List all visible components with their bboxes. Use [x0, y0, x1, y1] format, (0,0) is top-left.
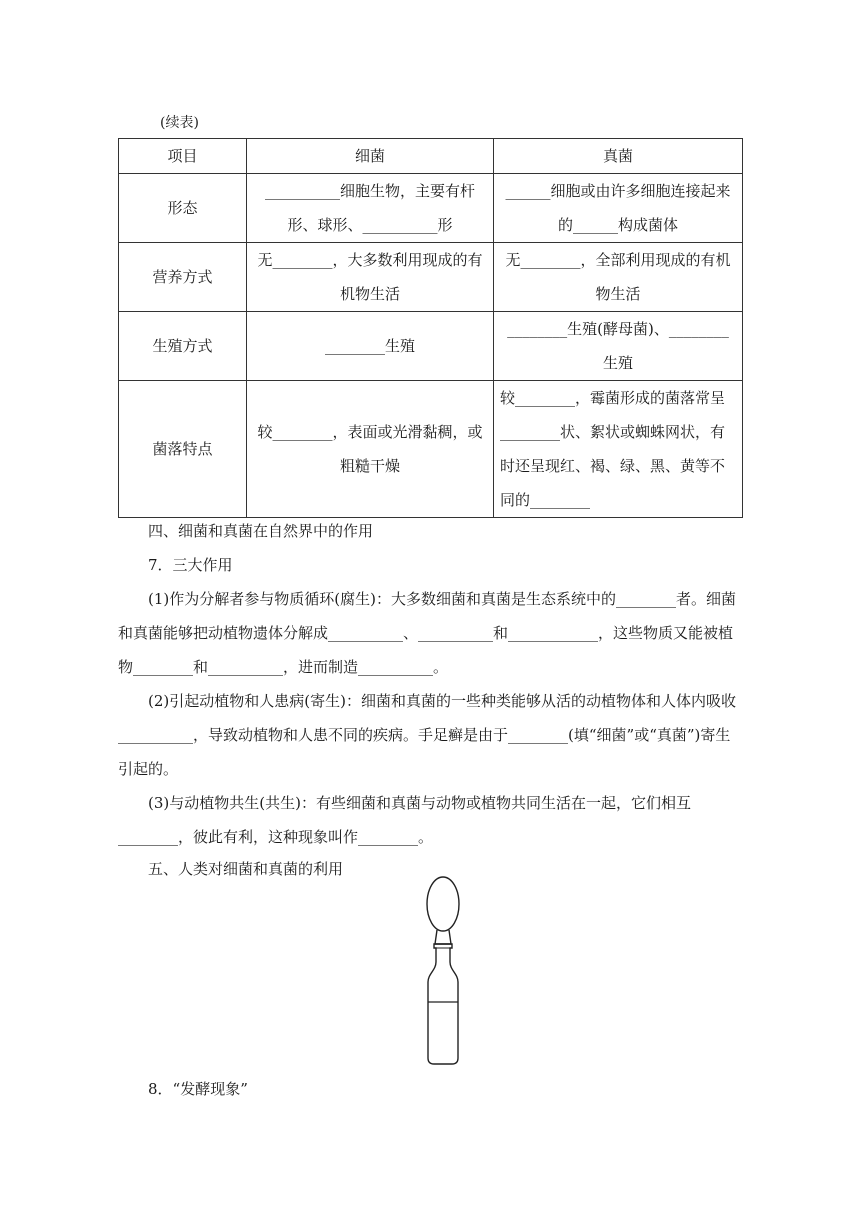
row-item: 营养方式: [119, 243, 247, 312]
row-item: 生殖方式: [119, 312, 247, 381]
row-item: 形态: [119, 174, 247, 243]
fermentation-bottle-balloon-illustration: [410, 862, 470, 1072]
question-7-part-1: (1)作为分解者参与物质循环(腐生)：大多数细菌和真菌是生态系统中的________者。细菌和真菌能够把动植物遗体分解成__________、__________和____________，这些物质又能被植物________和__________，进而制造__________。: [118, 590, 736, 676]
question-7-part-2: (2)引起动植物和人患病(寄生)：细菌和真菌的一些种类能够从活的动植物体和人体内吸收__________，导致动植物和人患不同的疾病。手足癣是由于________(填“细菌”或“真菌”)寄生引起的。: [118, 692, 736, 778]
table-header-row: [119, 139, 743, 174]
continued-label: (续表): [160, 115, 199, 131]
bacteria-cell: 较________，表面或光滑黏稠，或粗糙干燥: [247, 381, 494, 518]
header-item: 项目: [119, 139, 247, 174]
table-row: [119, 312, 743, 381]
header-bacteria: 细菌: [247, 139, 494, 174]
table-row: [119, 381, 743, 518]
bacteria-cell: __________细胞生物，主要有杆形、球形、__________形: [247, 174, 494, 243]
fungi-cell: 无________，全部利用现成的有机物生活: [494, 243, 743, 312]
table-row: [119, 243, 743, 312]
bacteria-cell: ________生殖: [247, 312, 494, 381]
section-5-title: 五、人类对细菌和真菌的利用: [148, 860, 344, 878]
fungi-cell: ________生殖(酵母菌)、________生殖: [494, 312, 743, 381]
row-item: 菌落特点: [119, 381, 247, 518]
question-7-part-3: (3)与动植物共生(共生)：有些细菌和真菌与动物或植物共同生活在一起，它们相互________，彼此有利，这种现象叫作________。: [118, 794, 691, 846]
fungi-cell: ______细胞或由许多细胞连接起来的______构成菌体: [494, 174, 743, 243]
fungi-cell: 较________，霉菌形成的菌落常呈________状、絮状或蜘蛛网状，有时还呈现红、褐、绿、黑、黄等不同的________: [494, 381, 743, 518]
question-7-title: 7．三大作用: [148, 556, 233, 574]
section-4-title: 四、细菌和真菌在自然界中的作用: [148, 522, 374, 540]
comparison-table: [118, 138, 743, 518]
question-8-title: 8．“发酵现象”: [148, 1080, 248, 1098]
header-fungi: 真菌: [494, 139, 743, 174]
table-row: [119, 174, 743, 243]
bacteria-cell: 无________，大多数利用现成的有机物生活: [247, 243, 494, 312]
